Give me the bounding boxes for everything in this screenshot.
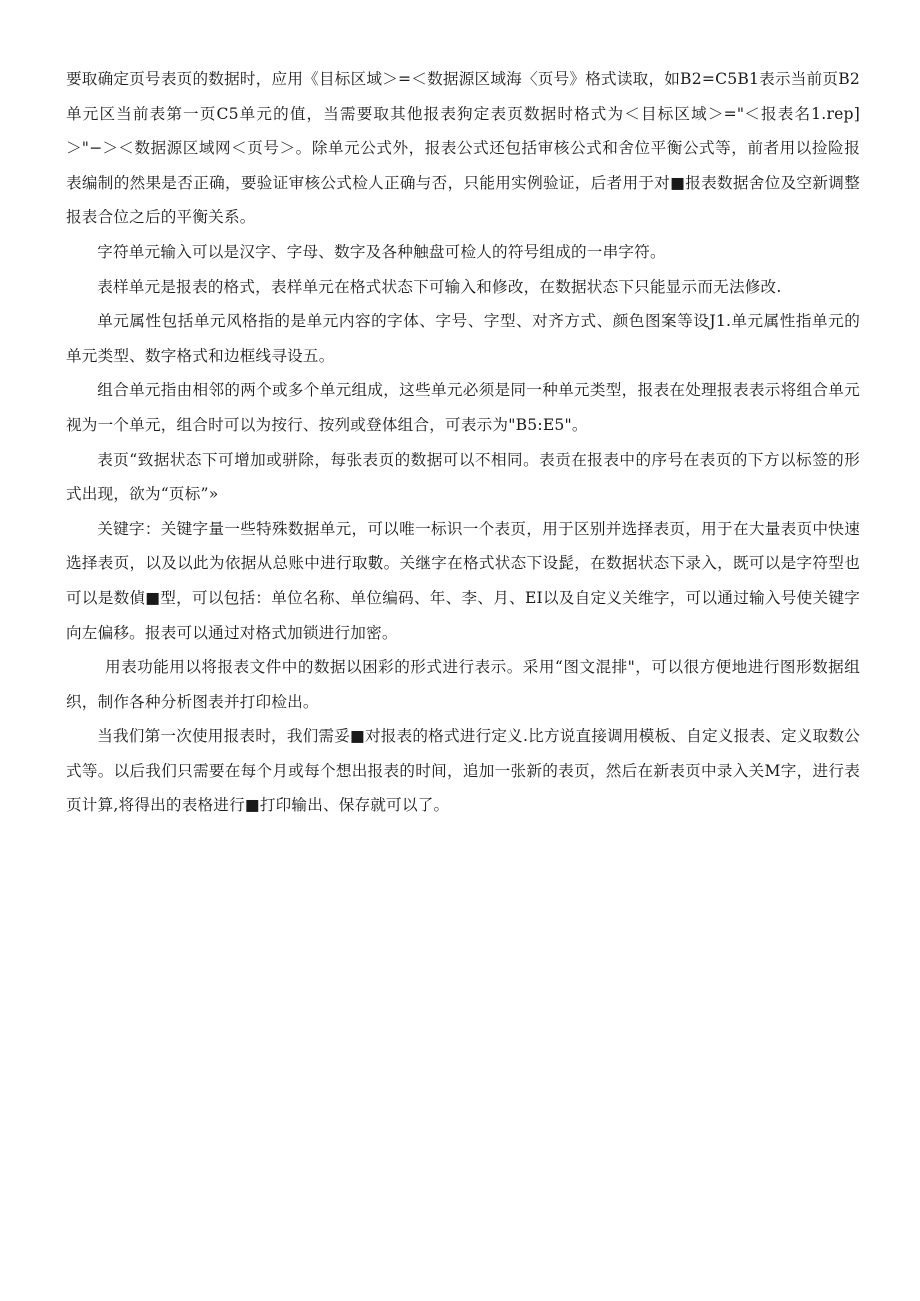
paragraph-combined-cell: 组合单元指由相邻的两个或多个单元组成，这些单元必须是同一种单元类型，报表在处理报表表示将组合单元视为一个单元，组合时可以为按行、按列或登体组合，可表示为"B5:E5"。 — [66, 381, 860, 434]
document-body — [66, 62, 860, 823]
paragraph-chart-function: 用表功能用以将报表文件中的数据以困彩的形式进行表示。采用“图文混排"，可以很方便地进行图形数据组织，制作各种分析图表并打印检出。 — [66, 658, 860, 711]
paragraph-table-page: 表页“致据状态下可增加或骈除，每张表页的数据可以不相同。表贡在报表中的序号在表页的下方以标签的形式出现，欲为“页标”» — [66, 450, 860, 504]
paragraph-formula-reading: 要取确定页号表页的数据时，应用《目标区域＞=＜数据源区域海〈页号》格式读取，如B2=C5B1表示当前页B2单元区当前表第一页C5单元的值，当需要取其他报表狗定表页数据时格式为＜目标区域＞="＜报表名1.rep]＞"−＞＜数据源区域网＜页号＞。除单元公式外，报表公式还包括审核公式和舍位平衡公式等，前者用以捡险报表编制的然果是否正确，要验证审核公式检人正确与否，只能用实例验证，后者用于对■报表数据舍位及空新调整报表合位之后的平衡关系。 — [66, 70, 860, 227]
paragraph-sample-cell: 表样单元是报表的格式，表样单元在格式状态下可输入和修改，在数据状态下只能显示而无法修改. — [97, 277, 782, 296]
paragraph-character-cell: 字符单元输入可以是汉字、字母、数字及各种触盘可检人的符号组成的一串字符。 — [97, 242, 666, 261]
paragraph-first-use: 当我们第一次使用报表时，我们需妥■对报表的格式进行定义.比方说直接调用模板、自定义报表、定义取数公式等。以后我们只需要在每个月或每个想出报表的时间，追加一张新的表页，然后在新表页中录入关M字，进行表页计算,将得出的表格进行■打印输出、保存就可以了。 — [66, 727, 860, 815]
paragraph-keywords: 关键字：关键字量一些特殊数据单元，可以唯一标识一个表页，用于区别并选择表页，用于在大量表页中快速选择表页，以及以此为依据从总账中进行取數。关继字在格式状态下设髭，在数据状态下录入，既可以是字符型也可以是数偵■型，可以包括：单位名称、单位编码、年、李、月、EI以及自定义关维字，可以通过输入号使关键字向左偏移。报表可以通过对格式加锁进行加密。 — [66, 519, 860, 642]
paragraph-cell-attributes: 单元属性包括单元风格指的是单元内容的字体、字号、字型、对齐方式、颜色图案等设J1.单元属性指单元的单元类型、数字格式和边框线寻设五。 — [66, 312, 860, 365]
